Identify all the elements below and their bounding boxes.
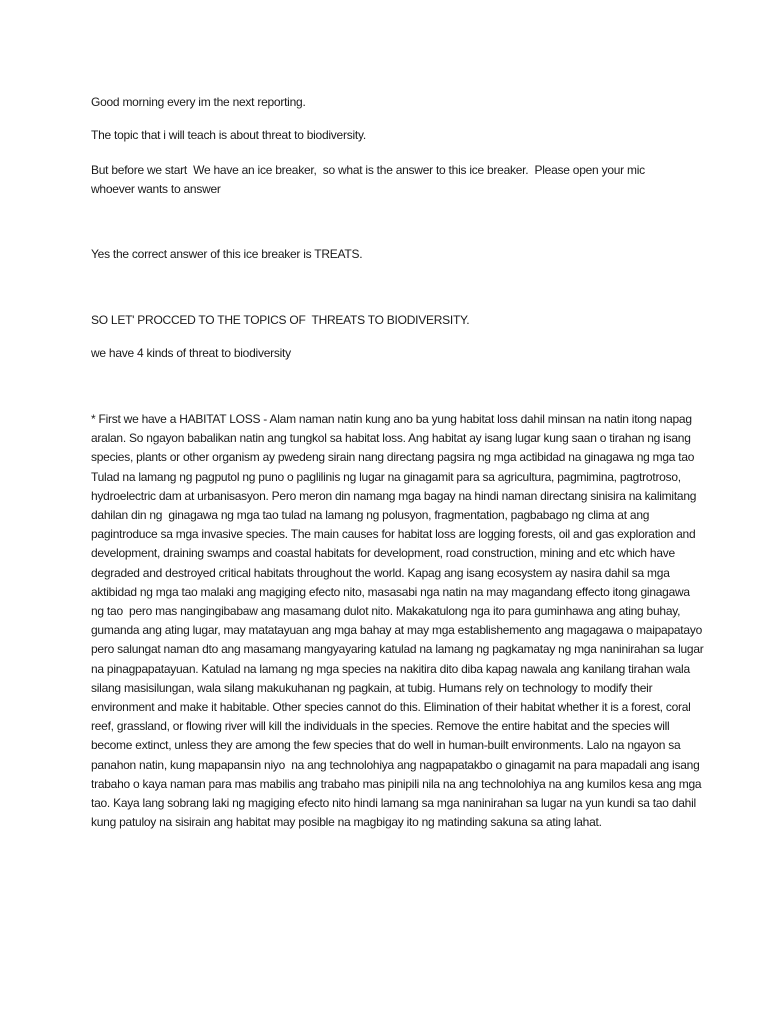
greeting-paragraph: Good morning every im the next reporting. [91,95,306,109]
answer-paragraph: Yes the correct answer of this ice breaker is TREATS. [91,247,363,261]
kinds-paragraph: we have 4 kinds of threat to biodiversity [91,346,291,360]
topic-paragraph: The topic that i will teach is about threat to biodiversity. [91,128,366,142]
ice-breaker-paragraph: But before we start We have an ice breaker, so what is the answer to this ice breaker. Please open your mic whoever wants to answer [91,163,652,197]
proceed-paragraph: SO LET' PROCCED TO THE TOPICS OF THREATS TO BIODIVERSITY. [91,313,470,327]
habitat-loss-paragraph: * First we have a HABITAT LOSS - Alam naman natin kung ano ba yung habitat loss dahil minsan na natin itong napag aralan. So ngayon babalikan natin ang tungkol sa habitat loss. Ang habitat ay isang lugar kung saan o tirahan ng isang species, plants or other organism ay pwedeng sirain nang directang pagsira ng mga actibidad na ginagawa ng mga tao Tulad na lamang ng pagputol ng puno o paglilinis ng lugar na ginagamit para sa agricultura, pagmimina, pagtrotroso, hydroelectric dam at urbanisasyon. Pero meron din namang mga bagay na hindi naman directang sinisira na kalimitang dahilan din ng ginagawa ng mga tao tulad na lamang ng polusyon, fragmentation, pagbabago ng clima at ang pagintroduce sa mga invasive species. The main causes for habitat loss are logging forests, oil and gas exploration and development, draining swamps and coastal habitats for development, road construction, mining and etc which have degraded and destroyed critical habitats throughout the world. Kapag ang isang ecosystem ay nasira dahil sa mga aktibidad ng mga tao malaki ang magiging efecto nito, masasabi nga natin na may magandang effecto itong ginagawa ng tao pero mas nangingibabaw ang masamang dulot nito. Makakatulong nga ito para guminhawa ang ating buhay, gumanda ang ating lugar, may matatayuan ang mga bahay at may mga establishemento ang magagawa o maipapatayo pero salungat naman dto ang masamang mangyayaring katulad na lamang ng pagkamatay ng mga naninirahan sa lugar na pinagpapatayuan. Katulad na lamang ng mga species na nakitira dito diba kapag nawala ang kanilang tirahan wala silang masisilungan, wala silang makukuhanan ng pagkain, at tubig. Humans rely on technology to modify their environment and make it habitable. Other species cannot do this. Elimination of their habitat whether it is a forest, coral reef, grassland, or flowing river will kill the individuals in the species. Remove the entire habitat and the species will become extinct, unless they are among the few species that do well in human-built environments. Lalo na ngayon sa panahon natin, kung mapapansin niyo na ang technolohiya ang nagpapatakbo o ginagamit na para mapadali ang isang trabaho o kaya naman para mas mabilis ang trabaho mas pinipili nila na ang technolohiya na ang kumilos kesa ang mga tao. Kaya lang sobrang laki ng magiging efecto nito hindi lamang sa mga naninirahan sa lugar na yun kundi sa tao dahil kung patuloy na sisirain ang habitat may posible na magbigay ito ng matinding sakuna sa ating lahat. [91,412,707,830]
